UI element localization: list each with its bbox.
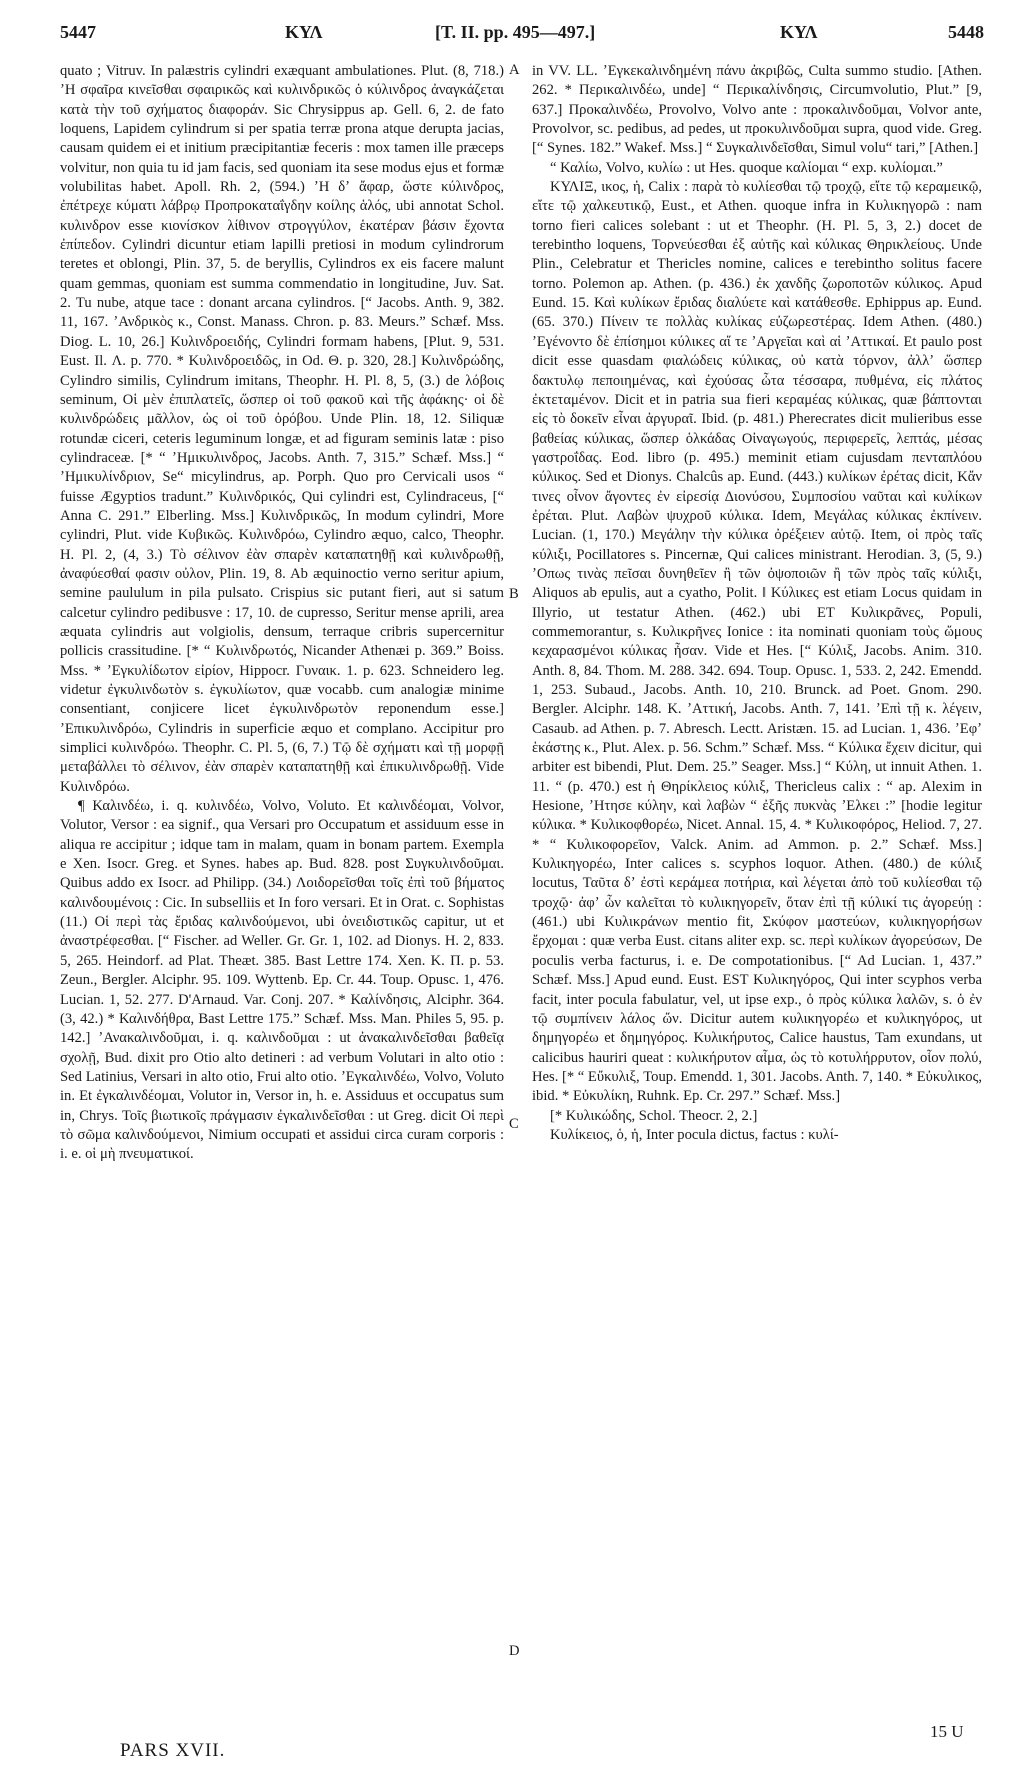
- volume-reference: [T. II. pp. 495—497.]: [435, 22, 596, 42]
- margin-letter-a: A: [509, 62, 520, 78]
- signature-mark: 15 U: [930, 1722, 964, 1741]
- margin-letter-d: D: [509, 1643, 520, 1659]
- margin-letter-b: B: [509, 586, 519, 602]
- page-number-right: 5448: [948, 22, 984, 42]
- entry-continuation: in VV. LL. ʼΕγκεκαλινδημένη πάνυ ἀκριβῶς, Culta summo studio. [Athen. 262. * Περικαλινδέω, unde] “ Περικαλίνδησις, Circumvolutio, Plut.” [9, 637.] Προκαλινδέω, Provolvo, Volvo ante : προκαλινδοῦμαι, Volvor ante, Provolvor, sc. pedibus, ad pedes, ut προκυλινδοῦμαι supra, quod vide. Greg. [“ Synes. 182.” Wakef. Mss.] “ Συγκαλινδεῖσθαι, Simul volu“ tari,” [Athen.]: [532, 63, 982, 157]
- entry-kylikodes: [* Κυλικώδης, Schol. Theocr. 2, 2.]: [550, 1107, 758, 1124]
- entry-kylindros: quato ; Vitruv. In palæstris cylindri exæquant ambulationes. Plut. (8, 718.) ʼΗ σφαῖρα κινεῖσθαι σφαιρικῶς καὶ κυλινδρικῶς ὁ κύλινδρος ἀναγκάζεται κατὰ τὴν τοῦ σχήματος διαφοράν. Sic Chrysippus ap. Gell. 6, 2. de fato loquens, Lapidem cylindrum si per spatia terræ prona atque derupta jacias, causam quidem ei et initium præcipitantiæ feceris : mox tamen ille præceps volvitur, non quia tu id jam facis, sed quoniam ita sese modus ejus et formæ volubilitas habet. Apoll. Rh. 2, (594.) ʼΗ δʼ ἄφαρ, ὥστε κύλινδρος, ἐπέτρεχε κύματι λάβρῳ Προπροκαταΐγδην κοίλης ἁλός, ubi annotat Schol. κυλινδρον esse κιονίσκον λίθινον στρογγύλον, ἑκατέραν βάσιν ἔχοντα ἐπίπεδον. Cylindri dicuntur etiam lapilli pretiosi in modum cylindrorum teretes et oblongi, Plin. 37, 5. de beryllis, Cylindros ex eis facere malunt quam gemmas, quoniam est summa commendatio in longitudine, Juv. Sat. 2. Tu nube, atque tace : donant arcana cylindros. [“ Jacobs. Anth. 9, 382. 11, 167. ʼΑνδρικὸς κ., Const. Manass. Chron. p. 83. Meurs.” Schæf. Mss. Diog. L. 10, 26.] Κυλινδροειδής, Cylindri formam habens, [Plut. 9, 531. Eust. Il. Λ. p. 770. * Κυλινδροειδῶς, in Od. Θ. p. 320, 28.] Κυλινδρώδης, Cylindro similis, Cylindrum imitans, Theophr. H. Pl. 8, 5, (3.) de λόβοις seminum, Οἱ μὲν ἐπιπλατεῖς, ὥσπερ οἱ τοῦ φακοῦ καὶ τῆς ἀφάκης· οἱ δὲ κυλινδρώδεις μᾶλλον, ὡς οἱ τοῦ ὀρόβου. Unde Plin. 18, 12. Siliquæ rotundæ ciceri, ceteris leguminum longæ, et ad figuram seminis latæ : piso cylindraceæ. [* “ ʼΗμικυλινδρος, Jacobs. Anth. 7, 315.” Schæf. Mss.] “ ʼΗμικυλίνδριον, Se“ micylindrus, ap. Porph. Quo pro Cervicali usos “ fuisse Ægyptios tradunt.” Κυλινδρικός, Qui cylindri est, Cylindraceus, [“ Anna C. 291.” Elberling. Mss.] Κυλινδρικῶς, In modum cylindri, More cylindri, Plut. vide Κυβικῶς. Κυλινδρόω, Cylindro æquo, calco, Theophr. H. Pl. 2, (4, 3.) Τὸ σέλινον ἐὰν σπαρὲν καταπατηθῇ καὶ κυλινδρωθῇ, ἀναφύεσθαί φασιν οὐλον, Plin. 19, 8. Ab æquinoctio verno seritur apium, semine paululum in pila pulsato. Crispius sic putant fieri, aut si satum calcetur cylindro pedibusve : 17, 10. de cupresso, Seritur mense aprili, area æquata cylindris aut volgiolis, densum, terraque cribris supercernitur pollicis crassitudine. [* “ Κυλινδρωτός, Nicander Athenæi p. 369.” Boiss. Mss. * ʼΕγκυλίδωτον εἰρίον, Hippocr. Γυναικ. 1. p. 623. Schneidero leg. videtur ἐγκυλινδωτὸν s. ἐγκυλίωτον, quæ vocabb. cum analogiæ minime consentiant, conjicere licet ἐγκυλινδρωτὸν reponendum esse.] ʼΕπικυλινδρόω, Cylindris in superficie æquo et complano. Accipitur pro simplici κυλινδρόω. Theophr. C. Pl. 5, (6, 7.) Τῷ δὲ σχήματι καὶ τῇ μορφῇ μεταβάλλει τὸ σέλινον, ἐὰν σπαρὲν καταπατηθῇ καὶ ἐπικυλινδρωθῇ. Vide Κυλινδρόω.: [60, 63, 504, 795]
- running-head-left: ΚΥΛ: [285, 22, 323, 42]
- margin-letter-c: C: [509, 1116, 519, 1132]
- entry-kylikeios: Κυλίκειος, ὁ, ἡ, Inter pocula dictus, factus : κυλί-: [550, 1126, 839, 1143]
- right-column: [532, 62, 982, 1722]
- left-column: [60, 62, 504, 1722]
- entry-kalio: “ Καλίω, Volvo, κυλίω : ut Hes. quoque καλίομαι “ exp. κυλίομαι.”: [550, 159, 943, 176]
- page-number-left: 5447: [60, 22, 96, 42]
- running-head-right: ΚΥΛ: [780, 22, 818, 42]
- part-label: PARS XVII.: [120, 1740, 226, 1761]
- entry-kylix: ΚΥΛΙΞ, ικος, ἡ, Calix : παρὰ τὸ κυλίεσθαι τῷ τροχῷ, εἴτε τῷ κεραμεικῷ, εἴτε τῷ χαλκευτικῷ, Eust., et Athen. quoque infra in Κυλικηγορῶ : nam torno fieri calices solebant : ut et Theophr. (H. Pl. 5, 3, 2.) docet de terebintho loquens, Τορνεύεσθαι ἐξ αὐτῆς καὶ κύλικας Θηρικλείους. Unde Plin., Celebratur et Thericles nomine, calices e terebintho solitus facere torno. Polemon ap. Athen. (p. 436.) ἐκ χανδῆς ζωροποτῶν κύλικος. Apud Eund. 15. Καὶ κυλίκων ἔριδας διαλύετε καὶ κατάθεσθε. Ephippus ap. Eund. (65. 370.) Πίνειν τε πολλὰς κυλίκας εὐζωρεστέρας. Idem Athen. (480.) ʼΕγένοντο δὲ ἐπίσημοι κύλικες αἵ τε ʼΑργεῖαι καὶ αἱ ʼΑττικαί. Et paulo post dicit esse quasdam φιαλώδεις κύλικας, οὐ κατὰ τόρνον, ἀλλʼ ὥσπερ δακτυλῳ πεποιημένας, καὶ ἐχούσας ὦτα τέσσαρα, πυθμένα, εἰς πλάτος ἐκτεταμένον. Dicit et in patria sua fieri κεραμέας κύλικας, quæ βάπτονται εἰς τὸ δοκεῖν εἶναι ἀργυραῖ. Ibid. (p. 481.) Pherecrates dicit mulieribus esse βαθείας κύλικας, ὥσπερ ὁλκάδας Οἰναγωγούς, περιφερεῖς, λεπτάς, μέσας γαστροΐδας. Eod. libro (p. 495.) meminit etiam cujusdam πενταπλόου κύλικος. Sed et Dionys. Chalcûs ap. Eund. (443.) κυλίκων ἐρέτας dicit, Κἄν τινες οἶνον ἄγοντες ἐν εἰρεσίᾳ Διονύσου, Συμποσίου ναῦται καὶ κυλίκων ἐρέται. Plut. Λαβὼν ψυχροῦ κύλικα. Idem, Μεγάλας κύλικας ἐκπίνειν. Lucian. (1, 170.) Μεγάλην τὴν κύλικα ὀρέξειεν αὐτῷ. Item, οἱ πρὸς ταῖς κύλιξι, Pocillatores s. Pincernæ, Qui calices ministrant. Herodian. 3, (5, 9.) ʼΟπως τινὰς πεῖσαι δυνηθεῖεν ἢ τῶν ὀψοποιῶν ἢ τῶν πρὸς ταῖς κύλιξι, Aliquos ab epulis, aut a cyatho, Polit. ‖ Κύλικες est etiam Locus quidam in Illyrio, ut testatur Athen. (462.) ubi ET Κυλικρᾶνες, Populi, commemorantur, s. Κυλικρῆνες Ionice : ita nominati quoniam τοὺς ὤμους κεχαρασμένοι κύλικας ἦσαν. Vide et Hes. [“ Κύλιξ, Jacobs. Anim. 310. Anth. 8, 84. Thom. M. 288. 342. 694. Toup. Opusc. 1, 533. 2, 242. Emendd. 1, 253. Subaud., Jacobs. Anth. 10, 210. Brunck. ad Poet. Gnom. 290. Bergler. Alciphr. 148. Κ. ʼΑττική, Jacobs. Anth. 7, 141. ʼΕπὶ τῇ κ. λέγειν, Casaub. ad Athen. p. 7. Abresch. Lectt. Aristæn. 15. ad Lucian. 1, 436. ʼΕφʼ ἑκάστης κ., Plut. Alex. p. 56. Schm.” Schæf. Mss. “ Κύλικα ἔχειν dicitur, qui arbiter est bibendi, Plut. Dem. 25.” Seager. Mss.] “ Κύλη, ut innuit Athen. 1. 11. “ (p. 470.) est ἡ Θηρίκλειος κύλιξ, Thericleus calix : “ ap. Alexim in Hesione, ʼΗτησε κύλην, καὶ λαβὼν “ ἐξῆς πυκνὰς ʼΕλκει :” [hodie legitur κύλικα. * Κυλικοφθορέω, Nicet. Annal. 15, 4. * Κυλικοφόρος, Heliod. 7, 27. * “ Κυλικοφορεῖον, Valck. Anim. ad Ammon. p. 2.” Schæf. Mss.] Κυλικηγορέω, Inter calices s. scyphos loquor. Athen. (480.) de κύλιξ locutus, Ταῦτα δʼ ἐστὶ κεράμεα ποτήρια, καὶ λέγεται ἀπὸ τοῦ κυλίεσθαι τῷ τροχῷ· ἀφʼ ὧν καλεῖται τὸ κυλικηγορεῖν, ὅταν ἐπὶ τῇ κύλικί τις ἀγορεύῃ : (461.) ubi Κυλικράνων mentio fit, Σκύφον μαστεύων, κυλικηγορήσων ἔρχομαι : quæ verba Eust. citans aliter exp. sc. περὶ κυλίκων ἀγορεύσων, De poculis verba facturus, i. e. De compotationibus. [“ Ad Lucian. 1, 437.” Schæf. Mss.] Apud eund. Eust. EST Κυλικηγόρος, Qui inter scyphos verba facit, inter pocula fabulatur, vel, ut ipse exp., ὁ πρὸς κύλικα λαλῶν, s. ὁ ἐν τῷ συμπίνειν λάλος ὤν. Dicitur autem κυλικηγορέω et κυλικηγόρος, ut δημηγορέω et δημηγόρος. Κυλικήρυτος, Calice haustus, Tam exundans, ut calicibus hauriri queat : κυλικήρυτον αἷμα, ὡς τὸ κοτυλήρρυτον, οἷον πολύ, Hes. [* “ Εὔκυλιξ, Toup. Emendd. 1, 301. Jacobs. Anth. 7, 140. * Εὐκυλικος, ibid. * Εὐκυλίκη, Ruhnk. Ep. Cr. 297.” Schæf. Mss.]: [532, 179, 982, 1105]
- entry-kalindeo: ¶ Καλινδέω, i. q. κυλινδέω, Volvo, Voluto. Et καλινδέομαι, Volvor, Volutor, Versor : ea signif., qua Versari pro Occupatum et assiduum esse in aliqua re accipitur ; idque tam in malam, quam in bonam partem. Exempla e Xen. Isocr. Greg. et Synes. habes ap. Bud. 828. post Συγκυλινδοῦμαι. Quibus addo ex Isocr. ad Philipp. (34.) Λοιδορεῖσθαι τοῖς ἐπὶ τοῦ βήματος καλινδουμένοις : Cic. In subselliis et In foro versari. Et in Orat. c. Sophistas (11.) Οἱ περὶ τὰς ἔριδας καλινδούμενοι, ubi ὀνειδιστικῶς capitur, ut et ἀναστρέφεσθαι. [“ Fischer. ad Weller. Gr. Gr. 1, 102. ad Dionys. H. 2, 833. 5, 265. Heindorf. ad Plat. Theæt. 385. Bast Lettre 174. Xen. K. Π. p. 53. Zeun., Bergler. Alciphr. 95. 109. Wyttenb. Ep. Cr. 44. Toup. Opusc. 1, 476. Lucian. 1, 52. 277. D'Arnaud. Var. Conj. 207. * Καλίνδησις, Alciphr. 364. (3, 42.) * Καλινδήθρα, Bast Lettre 175.” Schæf. Mss. Man. Philes 5, 95. p. 142.] ʼΑνακαλινδοῦμαι, i. q. καλινδοῦμαι : ut ἀνακαλινδεῖσθαι βαθεῖᾳ σχολῇ, Bud. dixit pro Otio alto detineri : ad verbum Volutari in alto otio : Sed Latinius, Versari in alto otio, Frui alto otio. ʼΕγκαλινδέω, Volvo, Voluto in. Et ἐγκαλινδέομαι, Volutor in, Versor in, h. e. Assiduus et occupatus sum in, Chrys. Τοῖς βιωτικοῖς πράγμασιν ἐγκαλινδεῖσθαι : ut Greg. dicit Οἱ περὶ τὸ σῶμα καλινδούμενοι, Nimium occupati et assidui circa curam corporis : i. e. οἱ μὴ πνευματικοί.: [60, 798, 504, 1163]
- page-header: [60, 22, 984, 52]
